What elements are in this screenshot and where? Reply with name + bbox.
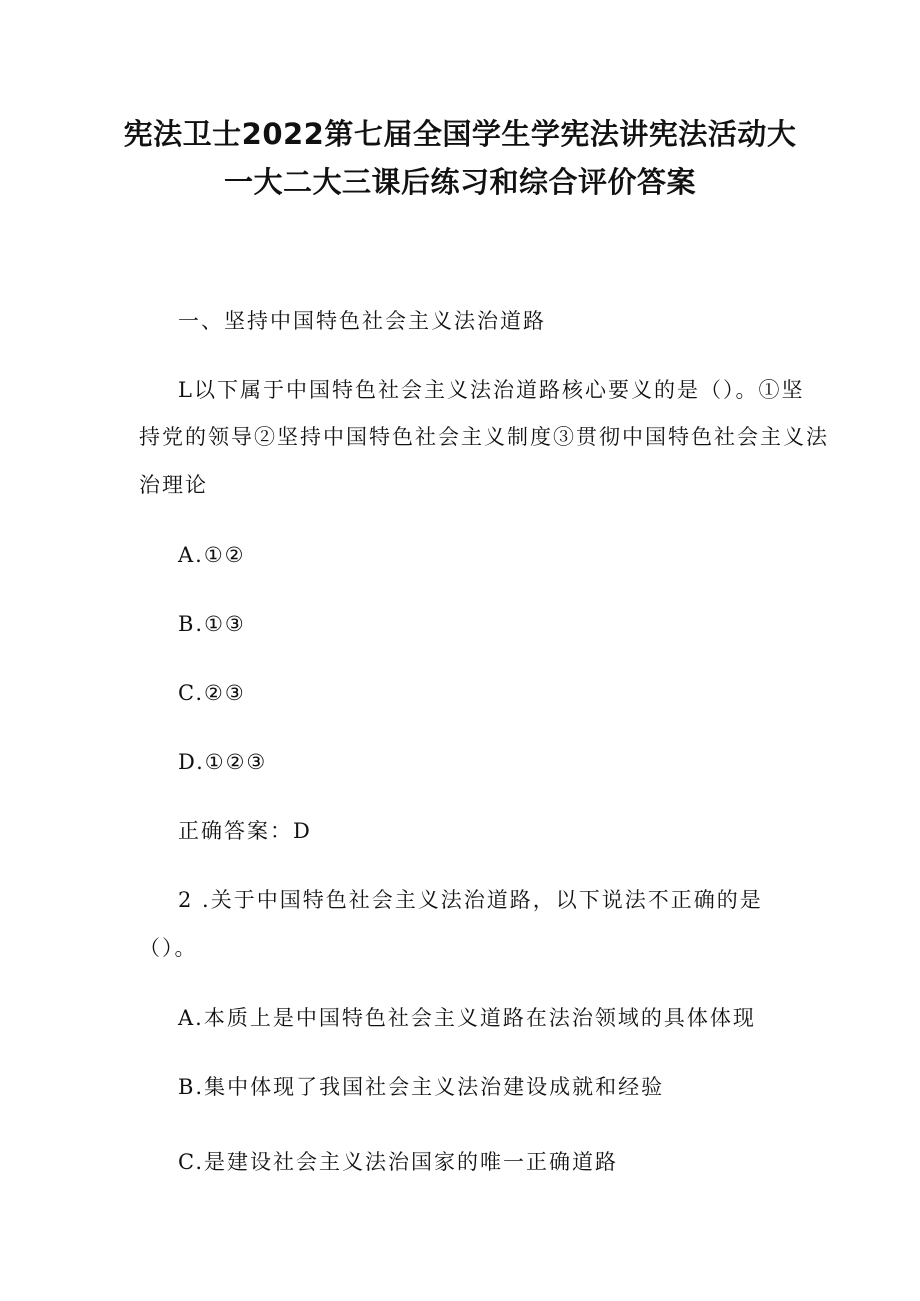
question-1-option-c: C.②③ — [178, 681, 246, 705]
question-2-option-a: A.本质上是中国特色社会主义道路在法治领域的具体体现 — [178, 1006, 756, 1030]
question-2-line-2: （）。 — [139, 936, 198, 960]
question-1-line-3: 治理论 — [139, 473, 208, 497]
question-1-line-2: 持党的领导②坚持中国特色社会主义制度③贯彻中国特色社会主义法 — [139, 425, 829, 449]
question-1-option-b: B.①③ — [178, 612, 246, 636]
question-2-option-b: B.集中体现了我国社会主义法治建设成就和经验 — [178, 1075, 665, 1099]
question-1-answer: 正确答案：D — [178, 819, 312, 843]
question-1-option-d: D.①②③ — [178, 750, 268, 774]
document-title-line-2: 一大二大三课后练习和综合评价答案 — [223, 165, 696, 199]
question-1-line-1: L以下属于中国特色社会主义法治道路核心要义的是（）。①坚 — [178, 378, 805, 402]
section-heading: 一、坚持中国特色社会主义法治道路 — [178, 309, 546, 333]
question-1-option-a: A.①② — [178, 543, 246, 567]
question-2-option-c: C.是建设社会主义法治国家的唯一正确道路 — [178, 1150, 618, 1174]
document-title-line-1: 宪法卫士2022第七届全国学生学宪法讲宪法活动大 — [123, 117, 797, 151]
question-2-line-1: 2 .关于中国特色社会主义法治道路，以下说法不正确的是 — [178, 888, 763, 912]
